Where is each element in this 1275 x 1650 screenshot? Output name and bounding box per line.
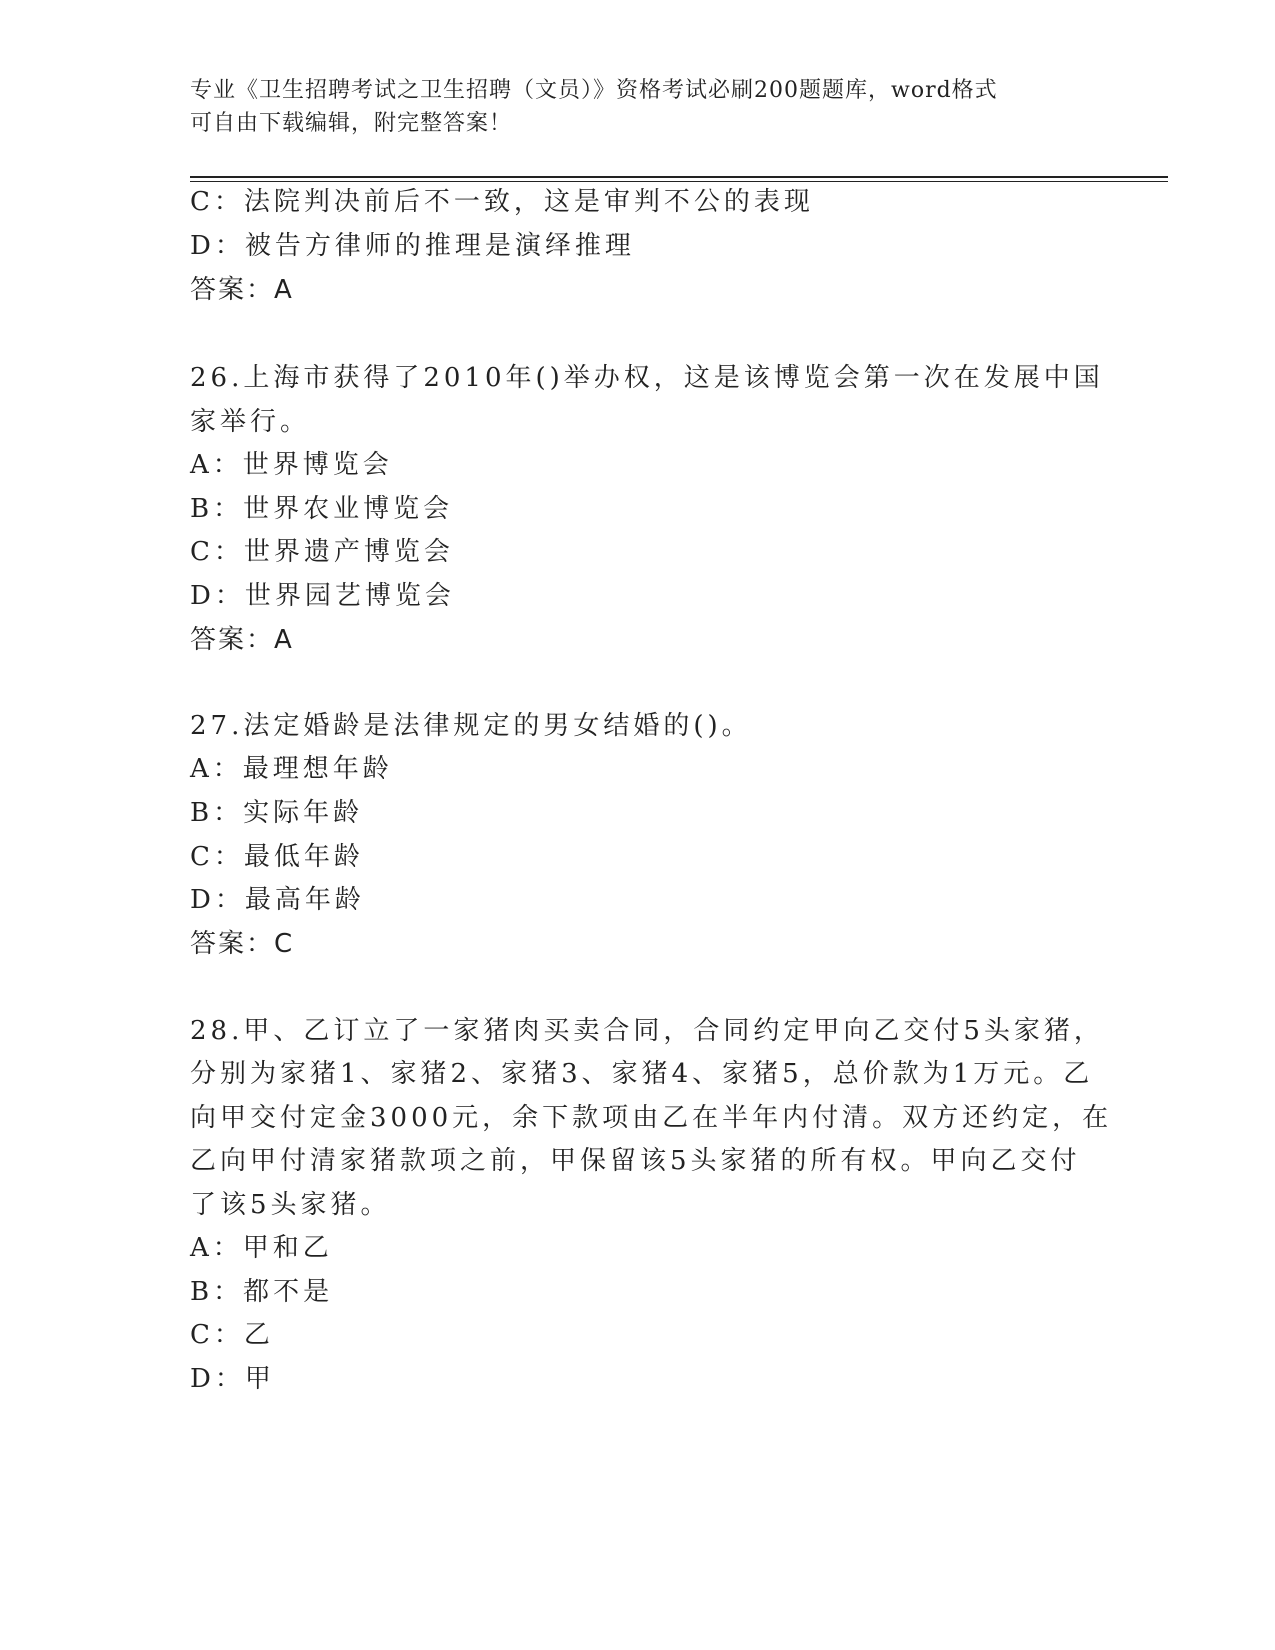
q28-stem-line-3: 向甲交付定金3000元，余下款项由乙在半年内付清。双方还约定，在 [190,1103,1113,1133]
q27-option-b: B：实际年龄 [190,798,364,828]
q28-stem-line-2: 分别为家猪1、家猪2、家猪3、家猪4、家猪5，总价款为1万元。乙 [190,1059,1094,1089]
q26-stem-line-2: 家举行。 [190,407,311,437]
q27-option-a: A：最理想年龄 [190,754,393,784]
q26-stem-line-1: 26.上海市获得了2010年()举办权，这是该博览会第一次在发展中国 [190,363,1104,393]
q28-option-a: A：甲和乙 [190,1233,333,1263]
q28-stem-line-5: 了该5头家猪。 [190,1190,391,1220]
document-header [190,74,1090,140]
q28-option-b: B：都不是 [190,1277,334,1307]
q26-option-b: B：世界农业博览会 [190,494,454,524]
q25-answer: 答案：A [190,275,294,305]
header-line-2: 可自由下载编辑，附完整答案！ [190,111,513,136]
q27-option-d: D：最高年龄 [190,885,365,915]
header-line-1: 专业《卫生招聘考试之卫生招聘（文员）》资格考试必刷200题题库，word格式 [190,78,998,103]
header-divider-thin [190,181,1168,182]
q26-option-c: C：世界遗产博览会 [190,537,454,567]
q28-stem-line-1: 28.甲、乙订立了一家猪肉买卖合同，合同约定甲向乙交付5头家猪， [190,1016,1104,1046]
q27-option-c: C：最低年龄 [190,842,364,872]
q26-option-d: D：世界园艺博览会 [190,581,455,611]
q25-option-d: D：被告方律师的推理是演绎推理 [190,231,635,261]
q28-option-c: C：乙 [190,1320,274,1350]
header-divider-thick [190,176,1168,178]
q26-answer: 答案：A [190,625,294,655]
q28-stem-line-4: 乙向甲付清家猪款项之前，甲保留该5头家猪的所有权。甲向乙交付 [190,1146,1081,1176]
q25-option-c: C：法院判决前后不一致，这是审判不公的表现 [190,187,814,217]
q27-answer: 答案：C [190,929,295,959]
q28-option-d: D：甲 [190,1364,275,1394]
q26-option-a: A：世界博览会 [190,450,393,480]
q27-stem-line-1: 27.法定婚龄是法律规定的男女结婚的()。 [190,711,752,741]
